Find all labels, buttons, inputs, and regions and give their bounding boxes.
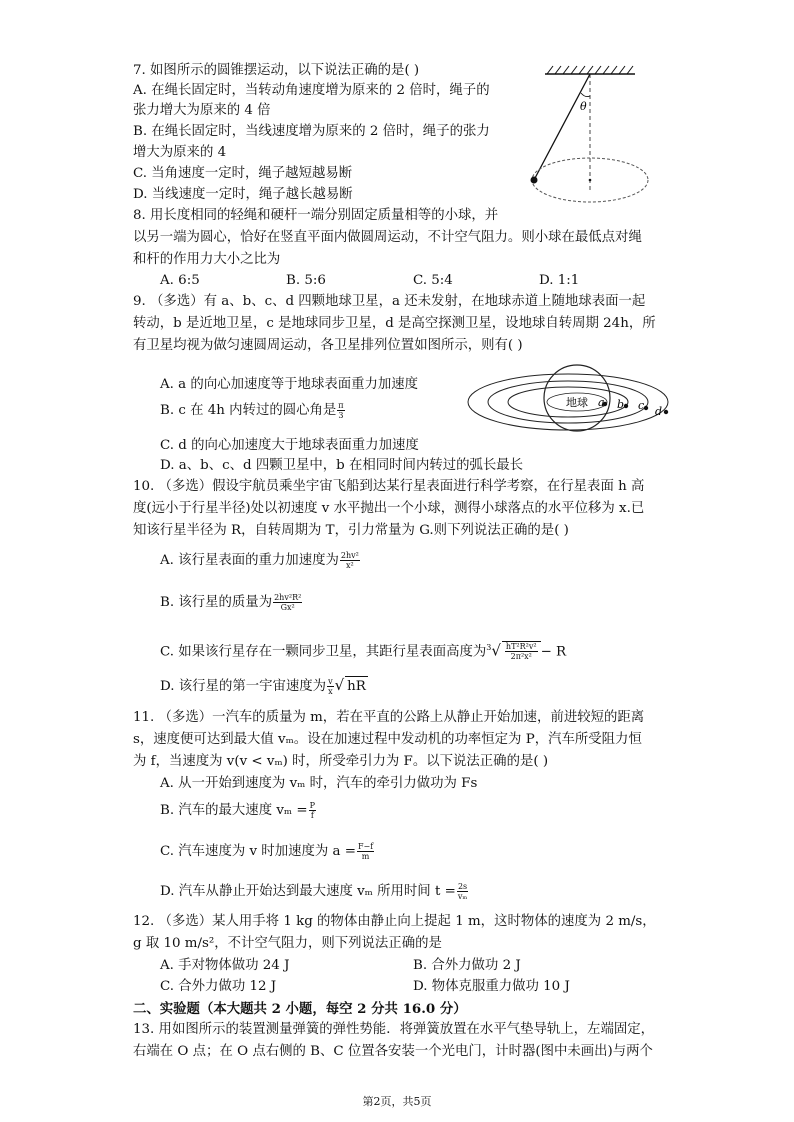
q12-line1: 12. （多选）某人用手将 1 kg 的物体由静止向上提起 1 m，这时物体的速度为 2 m/s， <box>133 914 656 929</box>
q9-option-b-fraction <box>337 401 344 420</box>
q10-d-radicand: hR <box>345 676 368 697</box>
q11-c-text: C. 汽车速度为 v 时加速度为 a = <box>160 844 356 859</box>
q10-b-denominator: Gx² <box>280 603 295 612</box>
q11-b-denominator: f <box>310 811 314 820</box>
q11-c-denominator: m <box>361 852 370 861</box>
q10-c-text: C. 如果该行星存在一颗同步卫星，其距行星表面高度为 <box>160 644 487 660</box>
q11-line3: 为 f，当速度为 v(v < vₘ) 时，所受牵引力为 F。以下说法正确的是( ) <box>133 754 549 769</box>
q8-line3: 和杆的作用力大小之比为 <box>133 252 281 267</box>
q9-option-b-text: B. c 在 4h 内转过的圆心角是 <box>160 403 337 418</box>
label-c: c <box>638 399 645 412</box>
satellite-b <box>624 404 628 408</box>
satellite-orbit-figure <box>465 358 675 446</box>
q9-option-c: C. d 的向心加速度大于地球表面重力加速度 <box>160 438 419 453</box>
q7-option-a-line2: 张力增大为原来的 4 倍 <box>133 103 271 118</box>
q8-option-d: D. 1:1 <box>539 273 580 288</box>
pendulum-string <box>534 74 590 180</box>
q7-option-a-line1: A. 在绳长固定时，当转动角速度增为原来的 2 倍时，绳子的 <box>133 83 490 98</box>
q12-line2: g 取 10 m/s²，不计空气阻力，则下列说法正确的是 <box>133 936 442 951</box>
q7-option-c: C. 当角速度一定时，绳子越短越易断 <box>133 166 353 181</box>
q11-b-text: B. 汽车的最大速度 vₘ = <box>160 803 308 818</box>
q11-b-fraction <box>309 801 316 820</box>
q10-a-fraction <box>340 551 360 570</box>
q9-b-denominator: 3 <box>338 411 344 420</box>
theta-label: θ <box>580 100 587 113</box>
q10-b-numerator: 2hv²R² <box>274 593 302 602</box>
q10-option-b <box>160 593 303 613</box>
q11-option-d <box>160 882 469 902</box>
q8-option-b: B. 5:6 <box>286 273 326 288</box>
q8-option-c: C. 5:4 <box>413 273 453 288</box>
q10-c-radicand <box>502 641 541 662</box>
q10-d-numerator: v <box>328 677 333 686</box>
q11-b-numerator: P <box>309 801 315 810</box>
q13-line1: 13. 用如图所示的装置测量弹簧的弹性势能．将弹簧放置在水平气垫导轨上，左端固定， <box>133 1022 655 1037</box>
q10-b-text: B. 该行星的质量为 <box>160 595 273 610</box>
q7-option-b-line1: B. 在绳长固定时，当线速度增为原来的 2 倍时，绳子的张力 <box>133 124 490 139</box>
q10-line1: 10. （多选）假设宇航员乘坐宇宙飞船到达某行星表面进行科学考察，在行星表面 h 高 <box>133 479 645 494</box>
q11-c-fraction <box>357 842 374 861</box>
satellite-c <box>644 406 648 410</box>
q8-option-a: A. 6:5 <box>160 273 200 288</box>
conical-pendulum-figure <box>525 62 660 210</box>
q7-option-d: D. 当线速度一定时，绳子越长越易断 <box>133 187 353 202</box>
q7-option-b-line2: 增大为原来的 4 <box>133 145 227 160</box>
q8-line2: 以另一端为圆心，恰好在竖直平面内做圆周运动，不计空气阻力。则小球在最低点对绳 <box>133 230 642 245</box>
q11-option-c <box>160 842 375 862</box>
q11-d-text: D. 汽车从静止开始达到最大速度 vₘ 所用时间 t = <box>160 884 456 899</box>
center-dot <box>589 179 592 182</box>
q9-b-numerator: π <box>338 401 344 410</box>
q10-line3: 知该行星半径为 R，自转周期为 T，引力常量为 G.则下列说法正确的是( ) <box>133 523 569 538</box>
pendulum-bob <box>531 177 538 184</box>
q11-d-fraction <box>457 882 468 901</box>
q12-option-b: B. 合外力做功 2 J <box>413 958 521 973</box>
q7-stem: 7. 如图所示的圆锥摆运动，以下说法正确的是( ) <box>133 63 420 78</box>
label-a: a <box>598 396 605 409</box>
q12-option-c: C. 合外力做功 12 J <box>160 979 277 994</box>
q11-line2: s，速度便可达到最大值 vₘ。设在加速过程中发动机的功率恒定为 P，汽车所受阻力恒 <box>133 732 642 747</box>
q11-line1: 11. （多选）一汽车的质量为 m，若在平直的公路上从静止开始加速，前进较短的距离 <box>133 710 645 725</box>
q10-a-text: A. 该行星表面的重力加速度为 <box>160 553 339 568</box>
label-d: d <box>655 405 663 418</box>
q10-a-denominator: x² <box>346 561 354 570</box>
q9-line1: 9. （多选）有 a、b、c、d 四颗地球卫星，a 还未发射，在地球赤道上随地球表面一起 <box>133 294 646 309</box>
q10-d-denominator: x <box>328 687 333 696</box>
q9-line2: 转动，b 是近地卫星，c 是地球同步卫星，d 是高空探测卫星，设地球自转周期 24h，所 <box>133 316 656 331</box>
q11-d-denominator: vₘ <box>457 892 468 901</box>
q11-option-a: A. 从一开始到速度为 vₘ 时，汽车的牵引力做功为 Fs <box>160 776 478 791</box>
radical-sign-icon: √ <box>334 676 345 694</box>
q12-option-d: D. 物体克服重力做功 10 J <box>413 979 570 994</box>
q10-b-fraction <box>273 593 302 612</box>
q10-a-numerator: 2hv² <box>340 551 359 560</box>
q10-c-minus-r: − R <box>540 644 567 660</box>
q12-option-a: A. 手对物体做功 24 J <box>160 958 290 973</box>
q9-line3: 有卫星均视为做匀速圆周运动，各卫星排列位置如图所示，则有( ) <box>133 338 523 353</box>
radical-sign-icon: √ <box>491 641 501 660</box>
q13-line2: 右端在 O 点；在 O 点右侧的 B、C 位置各安装一个光电门，计时器(图中未画出)与两个 <box>133 1044 653 1059</box>
q11-d-numerator: 2s <box>457 882 468 891</box>
q10-option-a <box>160 551 361 571</box>
q10-d-fraction <box>327 677 334 696</box>
earth-label: 地球 <box>566 396 588 409</box>
q10-option-d <box>160 675 368 697</box>
q8-line1: 8. 用长度相同的轻绳和硬杆一端分别固定质量相等的小球，并 <box>133 208 499 223</box>
q9-option-a: A. a 的向心加速度等于地球表面重力加速度 <box>160 377 419 392</box>
q11-c-numerator: F−f <box>357 842 374 851</box>
ceiling-hatch <box>545 66 635 74</box>
label-b: b <box>617 398 625 411</box>
page-footer: 第2页，共5页 <box>362 1095 432 1108</box>
q10-c-denominator: 2π²x² <box>510 652 532 662</box>
q11-option-b <box>160 801 317 821</box>
q10-c-fraction <box>505 642 538 661</box>
q10-d-text: D. 该行星的第一宇宙速度为 <box>160 679 327 694</box>
q10-c-root-index: 3 <box>486 643 492 652</box>
q9-option-b <box>160 401 346 421</box>
satellite-d <box>664 410 668 414</box>
q10-line2: 度(远小于行星半径)处以初速度 v 水平抛出一个小球，测得小球落点的水平位移为 x.已 <box>133 501 645 516</box>
section-heading: 二、实验题（本大题共 2 小题，每空 2 分共 16.0 分） <box>133 1001 467 1017</box>
q9-option-d: D. a、b、c、d 四颗卫星中，b 在相同时间内转过的弧长最长 <box>160 458 524 473</box>
q10-c-numerator: hT²R²v² <box>505 642 537 652</box>
q10-option-c <box>160 638 566 662</box>
theta-arc <box>581 93 590 97</box>
